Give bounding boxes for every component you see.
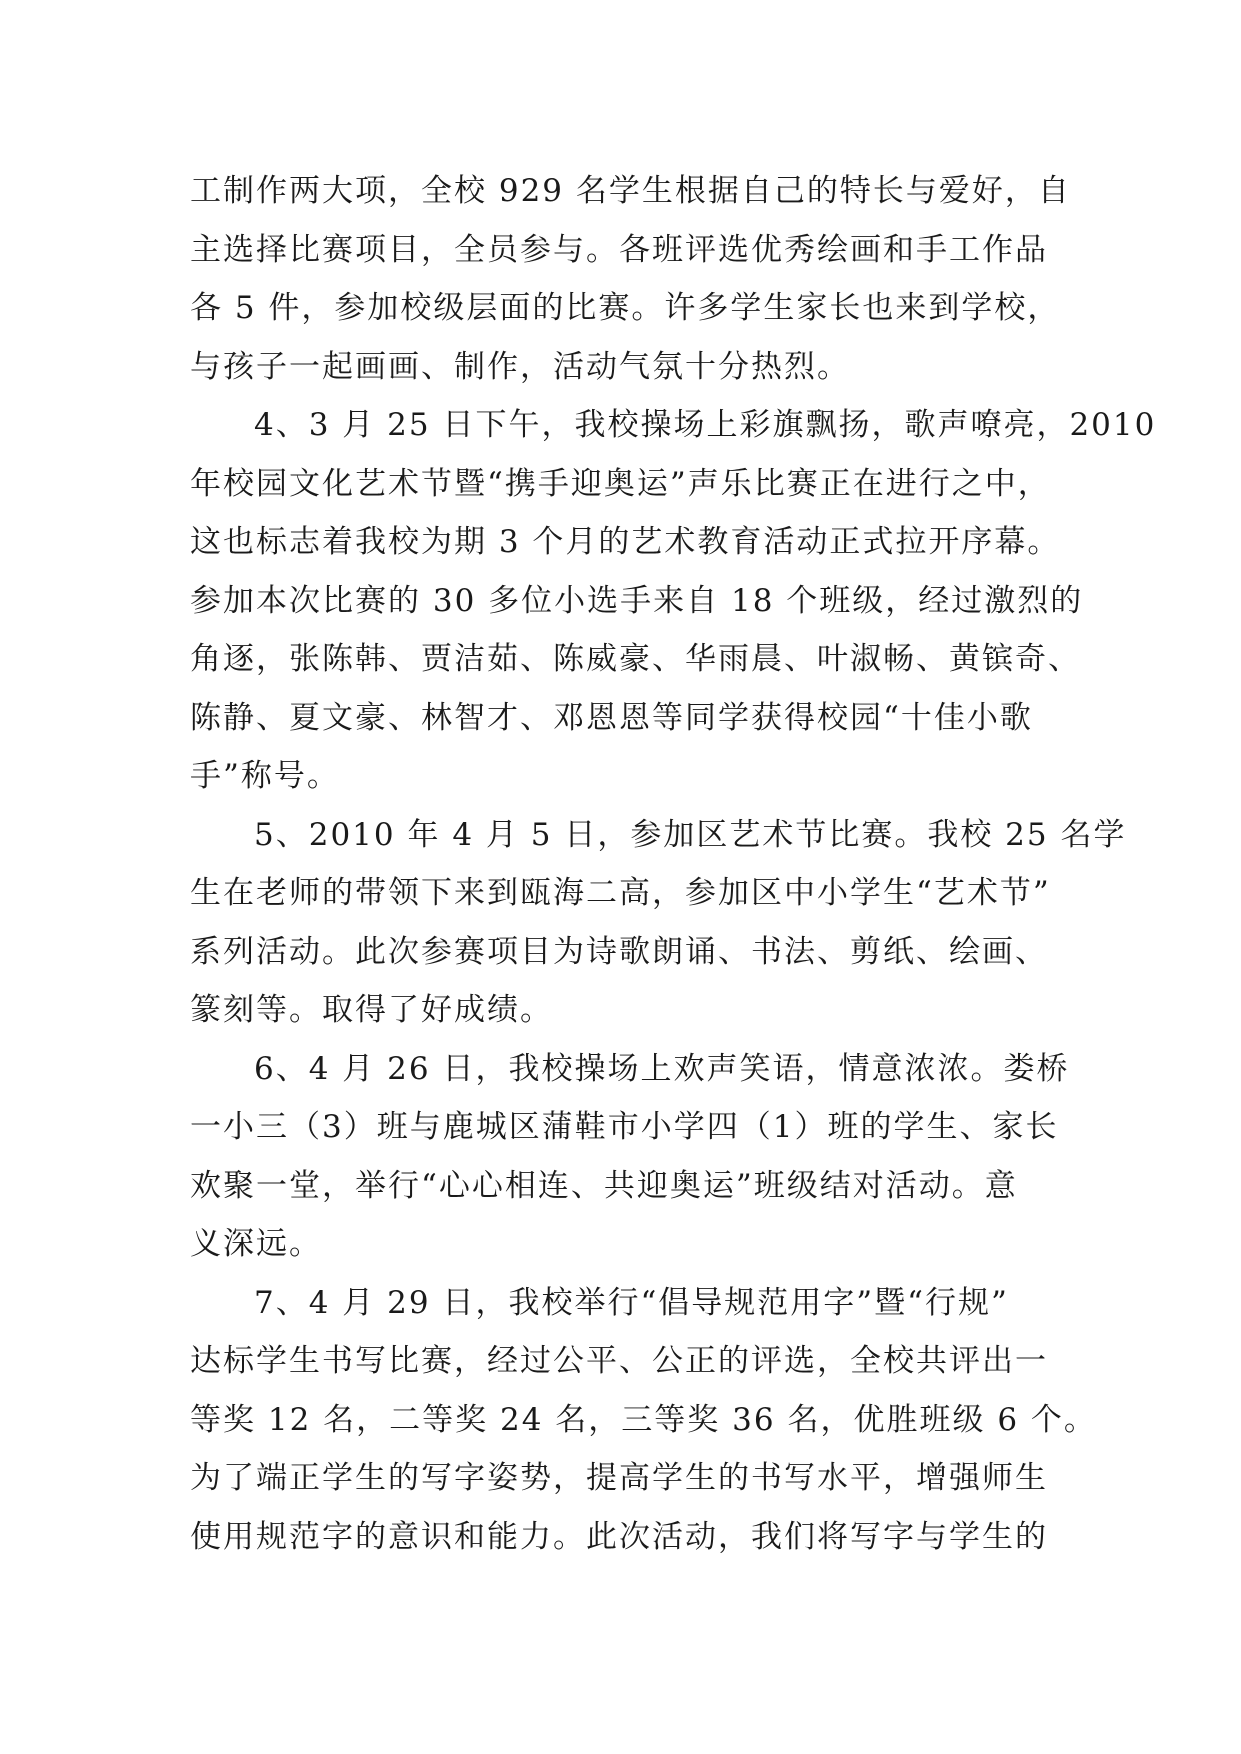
text-line: 欢聚一堂，举行“心心相连、共迎奥运”班级结对活动。意 [190, 1167, 1018, 1204]
text-line: 篆刻等。取得了好成绩。 [190, 992, 553, 1028]
text-line: 陈静、夏文豪、林智才、邓恩恩等同学获得校园“十佳小歌 [190, 699, 1033, 736]
paragraph-start-line: 5、2010 年 4 月 5 日，参加区艺术节比赛。我校 25 名学 [254, 816, 1127, 853]
text-line: 年校园文化艺术节暨“携手迎奥运”声乐比赛正在进行之中， [190, 465, 1051, 502]
text-line: 生在老师的带领下来到瓯海二高，参加区中小学生“艺术节” [190, 875, 1051, 911]
text-line: 这也标志着我校为期 3 个月的艺术教育活动正式拉开序幕。 [190, 524, 1061, 560]
text-line: 义深远。 [190, 1226, 322, 1262]
text-line: 参加本次比赛的 30 多位小选手来自 18 个班级，经过激烈的 [190, 582, 1084, 619]
text-line: 主选择比赛项目，全员参与。各班评选优秀绘画和手工作品 [190, 231, 1048, 268]
text-line: 各 5 件，参加校级层面的比赛。许多学生家长也来到学校， [190, 290, 1061, 326]
text-line: 使用规范字的意识和能力。此次活动，我们将写字与学生的 [190, 1518, 1048, 1555]
text-line: 达标学生书写比赛，经过公平、公正的评选，全校共评出一 [190, 1343, 1048, 1379]
text-line: 一小三（3）班与鹿城区蒲鞋市小学四（1）班的学生、家长 [190, 1109, 1059, 1145]
text-line: 为了端正学生的写字姿势，提高学生的书写水平，增强师生 [190, 1460, 1048, 1496]
text-line: 等奖 12 名，二等奖 24 名，三等奖 36 名，优胜班级 6 个。 [190, 1401, 1097, 1438]
paragraph-start-line: 6、4 月 26 日，我校操场上欢声笑语，情意浓浓。娄桥 [254, 1050, 1070, 1087]
paragraph-start-line: 4、3 月 25 日下午，我校操场上彩旗飘扬，歌声嘹亮，2010 [254, 407, 1157, 443]
text-line: 与孩子一起画画、制作，活动气氛十分热烈。 [190, 348, 850, 385]
text-line: 工制作两大项，全校 929 名学生根据自己的特长与爱好，自 [190, 173, 1071, 209]
paragraph-start-line: 7、4 月 29 日，我校举行“倡导规范用字”暨“行规” [254, 1284, 1009, 1321]
text-line: 角逐，张陈韩、贾洁茹、陈威豪、华雨晨、叶淑畅、黄镔奇、 [190, 641, 1081, 677]
text-line: 手”称号。 [190, 758, 340, 794]
document-body [190, 162, 1157, 1566]
text-line: 系列活动。此次参赛项目为诗歌朗诵、书法、剪纸、绘画、 [190, 933, 1048, 970]
